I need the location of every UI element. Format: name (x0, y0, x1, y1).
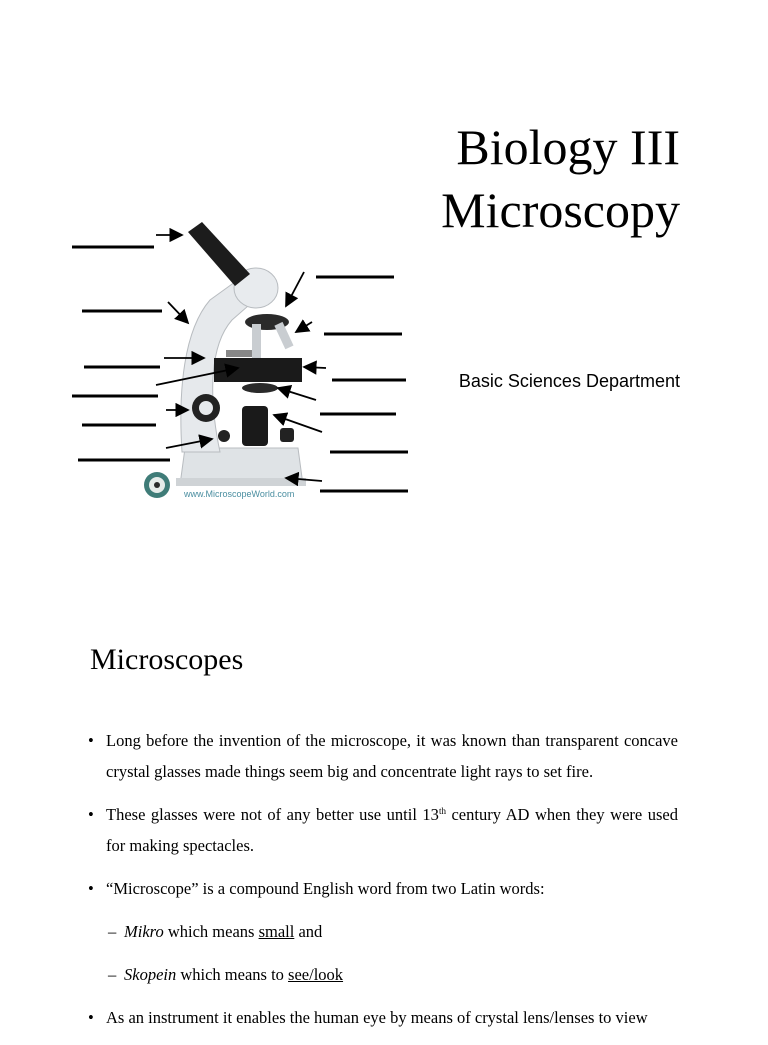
bullet-list (88, 725, 678, 1045)
bullet-item (88, 873, 678, 904)
ordinal-suffix: th (438, 806, 446, 816)
bullet-text-after: century AD when they were used for making spectacles. (106, 805, 678, 855)
title-line-2: Microscopy (441, 182, 680, 238)
sub-middle: which means to (176, 965, 289, 984)
sub-middle: which means (163, 922, 259, 941)
bullet-text-before: These glasses were not of any better use until 13 (106, 805, 439, 824)
latin-term: Mikro (124, 922, 164, 941)
microscope-illustration (60, 210, 420, 510)
bullet-text: Long before the invention of the microscope, it was known than transparent concave crystal glasses made things seem big and concentrate light rays to set fire. (106, 731, 678, 781)
department-subtitle: Basic Sciences Department (458, 371, 680, 391)
sub-item-skopein (88, 959, 678, 990)
bullet-dot: • (88, 1008, 94, 1027)
latin-term: Skopein (124, 965, 177, 984)
dash-marker: – (108, 922, 117, 941)
title-line-1: Biology III (456, 119, 680, 175)
microscope-diagram (60, 210, 420, 510)
bullet-item (88, 725, 678, 787)
sub-tail: and (294, 922, 323, 941)
bullet-dot: • (88, 879, 94, 898)
bullet-dot: • (88, 731, 94, 750)
watermark-text: www.MicroscopeWorld.com (184, 489, 295, 499)
section-heading: Microscopes (90, 643, 244, 676)
dash-marker: – (108, 965, 117, 984)
bullet-text: “Microscope” is a compound English word from two Latin words: (106, 879, 545, 898)
bullet-item (88, 799, 678, 861)
sub-item-mikro (88, 916, 678, 947)
bullet-dot: • (88, 805, 94, 824)
term-meaning: small (258, 922, 295, 941)
term-meaning: see/look (288, 965, 344, 984)
bullet-text: As an instrument it enables the human eye by means of crystal lens/lenses to view (106, 1008, 648, 1027)
bullet-item (88, 1002, 678, 1033)
slide-title (380, 116, 680, 242)
